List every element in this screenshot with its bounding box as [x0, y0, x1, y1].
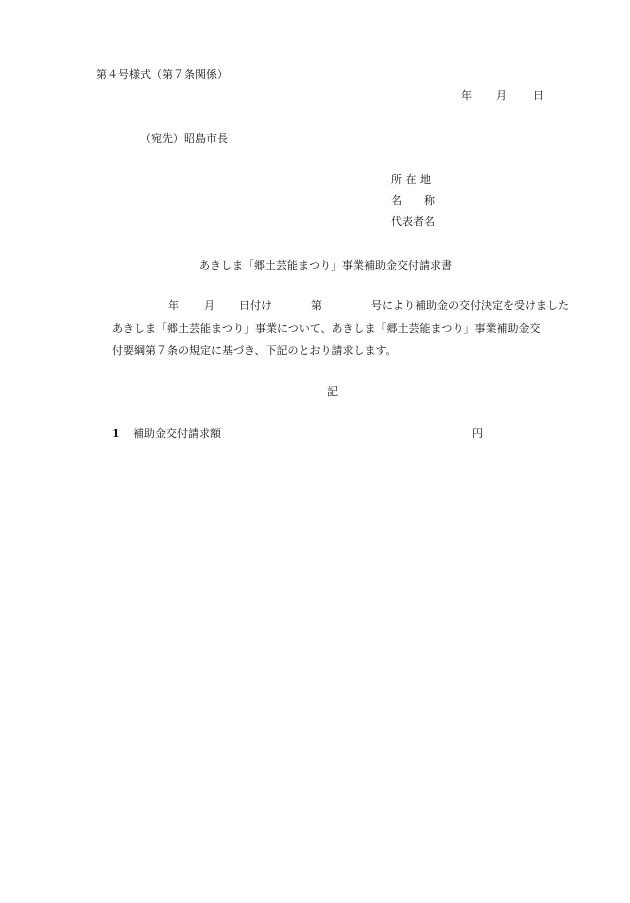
body-line1-rest: 号により補助金の交付決定を受けました [371, 299, 569, 312]
date-year-label: 年 [461, 89, 472, 102]
document-title: あきしま「郷土芸能まつり」事業補助金交付請求書 [199, 259, 452, 272]
ki-heading: 記 [327, 385, 338, 398]
item-unit: 円 [472, 427, 483, 440]
body-line-3: 付要綱第７条の規定に基づき、下記のとおり請求します。 [112, 344, 397, 357]
form-number: 第４号様式（第７条関係） [96, 68, 228, 81]
item-label: 補助金交付請求額 [133, 427, 221, 440]
date-month-label: 月 [496, 89, 507, 102]
item-number: 1 [112, 427, 120, 440]
applicant-address-label: 所 在 地 [391, 173, 431, 186]
body-number-prefix: 第 [311, 299, 322, 312]
body-dated-by-label: 日付け [239, 299, 272, 312]
date-day-label: 日 [533, 89, 544, 102]
body-year-label: 年 [168, 299, 179, 312]
addressee: （宛先）昭島市長 [140, 132, 228, 145]
applicant-name-label: 名 称 [391, 194, 435, 207]
body-month-label: 月 [204, 299, 215, 312]
applicant-representative-label: 代表者名 [391, 215, 435, 228]
body-line-2: あきしま「郷土芸能まつり」事業について、あきしま「郷土芸能まつり」事業補助金交 [112, 322, 541, 335]
